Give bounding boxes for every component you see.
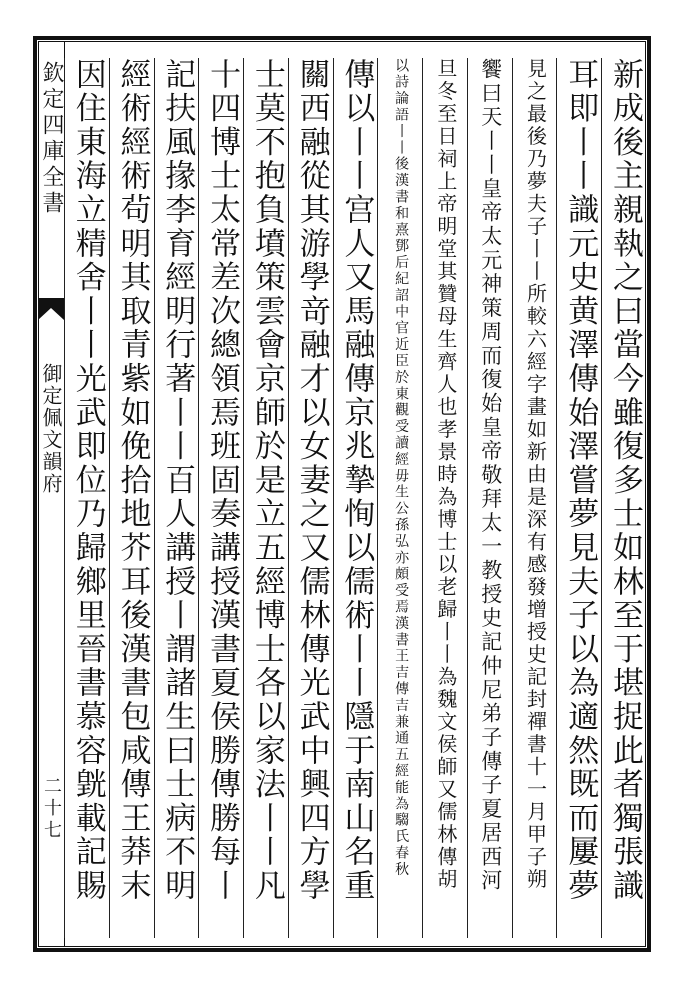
text-column <box>109 58 154 938</box>
column-text: 以詩論語丨丨後漢書和熹鄧后紀詔中官近臣於東觀受讀經毋生公孫弘亦頗受焉漢書王吉傳吉兼通五經能為騶氏春秋 <box>393 58 410 878</box>
column-text: 耳即丨丨識元史黄澤傳始澤嘗夢見夫子以為適然既而屢夢 <box>562 58 599 903</box>
column-text: 傳以丨丨宫人又馬融傳京兆摯恂以儒術丨丨隱于南山名重 <box>338 58 375 903</box>
margin-title: 欽定四庫全書 <box>39 61 64 217</box>
text-column <box>64 58 109 938</box>
fishtail-mark <box>38 298 64 320</box>
text-column <box>154 58 199 938</box>
text-column <box>512 58 557 938</box>
text-column <box>377 58 422 938</box>
column-text: 旦冬至日祠上帝明堂其贊母生齊人也孝景時為博士以老歸丨丨為魏文侯師又儒林傳胡 <box>433 58 458 891</box>
margin-folio: 二十七 <box>41 776 62 842</box>
column-text: 經術經術茍明其取青紫如俛拾地芥耳後漢書包咸傳王莽末 <box>114 58 151 903</box>
column-text: 十四博士太常差次總領焉班固奏講授漢書夏侯勝傳勝每丨 <box>204 58 241 903</box>
text-column <box>333 58 378 938</box>
text-column <box>422 58 467 938</box>
margin-column <box>38 41 65 947</box>
text-column <box>198 58 243 938</box>
text-column <box>288 58 333 938</box>
text-column <box>243 58 288 938</box>
column-text: 士莫不抱負墳策雲會京師於是立五經博士各以家法丨丨凡 <box>248 58 285 903</box>
text-column <box>467 58 512 938</box>
text-column <box>556 58 601 938</box>
column-text: 新成後主親執之曰當今雖復多士如林至于堪捉此者獨張識 <box>606 58 643 903</box>
column-text: 饗曰天丨丨皇帝太元神策周而復始皇帝敬拜太一教授史記仲尼弟子傳子夏居西河 <box>478 58 503 893</box>
margin-subtitle: 御定佩文韻府 <box>39 363 63 495</box>
column-text: 見之最後乃夢夫子丨丨所較六經字畫如新由是深有感發增授史記封禪書十一月甲子朔 <box>523 58 548 891</box>
column-text: 因住東海立精舍丨丨光武即位乃歸鄉里晉書慕容皝載記賜 <box>69 58 106 903</box>
column-text: 關西融從其游學竒融才以女妻之又儒林傳光武中興四方學 <box>293 58 330 903</box>
text-column <box>601 58 646 938</box>
column-text: 記扶風掾李育經明行著丨丨百人講授丨謂諸生曰士病不明 <box>159 58 196 903</box>
